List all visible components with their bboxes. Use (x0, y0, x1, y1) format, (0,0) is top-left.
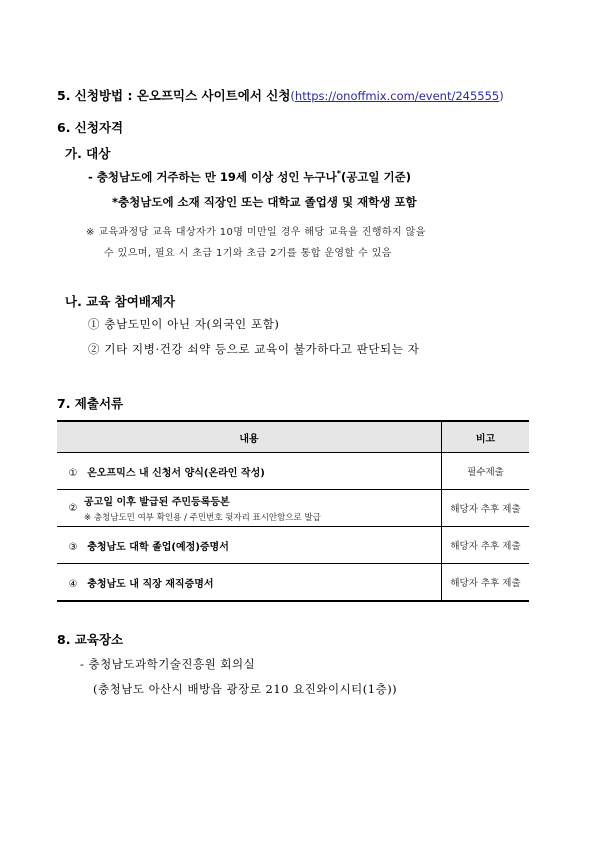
footnote-star: * (336, 169, 341, 179)
row-note: 해당자 추후 제출 (442, 527, 530, 564)
application-method (57, 86, 504, 104)
header-content: 내용 (57, 421, 442, 453)
row-number: ④ (68, 578, 78, 590)
row-note: 해당자 추후 제출 (442, 564, 530, 602)
section-6-heading: 6. 신청자격 (57, 120, 124, 135)
row-text: 온오프믹스 내 신청서 양식(온라인 작성) (87, 467, 265, 479)
venue-address: (충청남도 아산시 배방읍 광장로 210 요진와이시티(1층)) (93, 682, 398, 696)
target-line-1-text: - 충청남도에 거주하는 만 19세 이상 성인 누구나 (88, 170, 337, 184)
target-line-1-tail: (공고일 기준) (340, 170, 412, 184)
application-method-label: 5. 신청방법 : 온오프믹스 사이트에서 신청 (57, 88, 291, 103)
row-content (57, 453, 442, 490)
row-note: 필수제출 (442, 453, 530, 490)
table-row (57, 453, 529, 490)
section-7-heading: 7. 제출서류 (57, 396, 124, 411)
subsection-target-heading: 가. 대상 (65, 146, 111, 161)
target-line-2: *충청남도에 소재 직장인 또는 대학교 졸업생 및 재학생 포함 (112, 195, 417, 209)
link-paren-open: ( (290, 89, 295, 103)
link-paren-close: ) (499, 89, 504, 103)
excluded-item-1: ① 충남도민이 아닌 자(외국인 포함) (88, 317, 280, 331)
onoffmix-link[interactable]: https://onoffmix.com/event/245555 (294, 89, 500, 103)
row-number: ① (68, 467, 78, 479)
row-subtext: ※ 충청남도민 여부 확인용 / 주민번호 뒷자리 표시안함으로 발급 (84, 513, 321, 523)
section-8-heading: 8. 교육장소 (57, 632, 124, 647)
row-text: 공고일 이후 발급된 주민등록등본 (84, 497, 230, 508)
excluded-item-2: ② 기타 지병·건강 쇠약 등으로 교육이 불가하다고 판단되는 자 (88, 342, 420, 356)
row-number: ③ (68, 541, 78, 553)
table-row (57, 564, 529, 602)
note-line-2: 수 있으며, 필요 시 초급 1기와 초급 2기를 통합 운영할 수 있음 (104, 248, 392, 259)
subsection-excluded-heading: 나. 교육 참여배제자 (65, 294, 176, 309)
row-text: 충청남도 대학 졸업(예정)증명서 (87, 541, 229, 553)
note-line-1: ※ 교육과정당 교육 대상자가 10명 미만일 경우 해당 교육을 진행하지 않을 (86, 227, 426, 238)
row-content (57, 490, 442, 527)
header-note: 비고 (442, 421, 530, 453)
table-row (57, 527, 529, 564)
table-row (57, 490, 529, 527)
row-content (57, 527, 442, 564)
row-content (57, 564, 442, 602)
row-text: 충청남도 내 직장 재직증명서 (87, 578, 214, 590)
row-note: 해당자 추후 제출 (442, 490, 530, 527)
target-line-1 (88, 169, 411, 185)
venue-name: - 충청남도과학기술진흥원 회의실 (80, 657, 256, 671)
documents-table (57, 420, 529, 602)
row-number: ② (68, 502, 78, 514)
table-header-row (57, 421, 529, 453)
